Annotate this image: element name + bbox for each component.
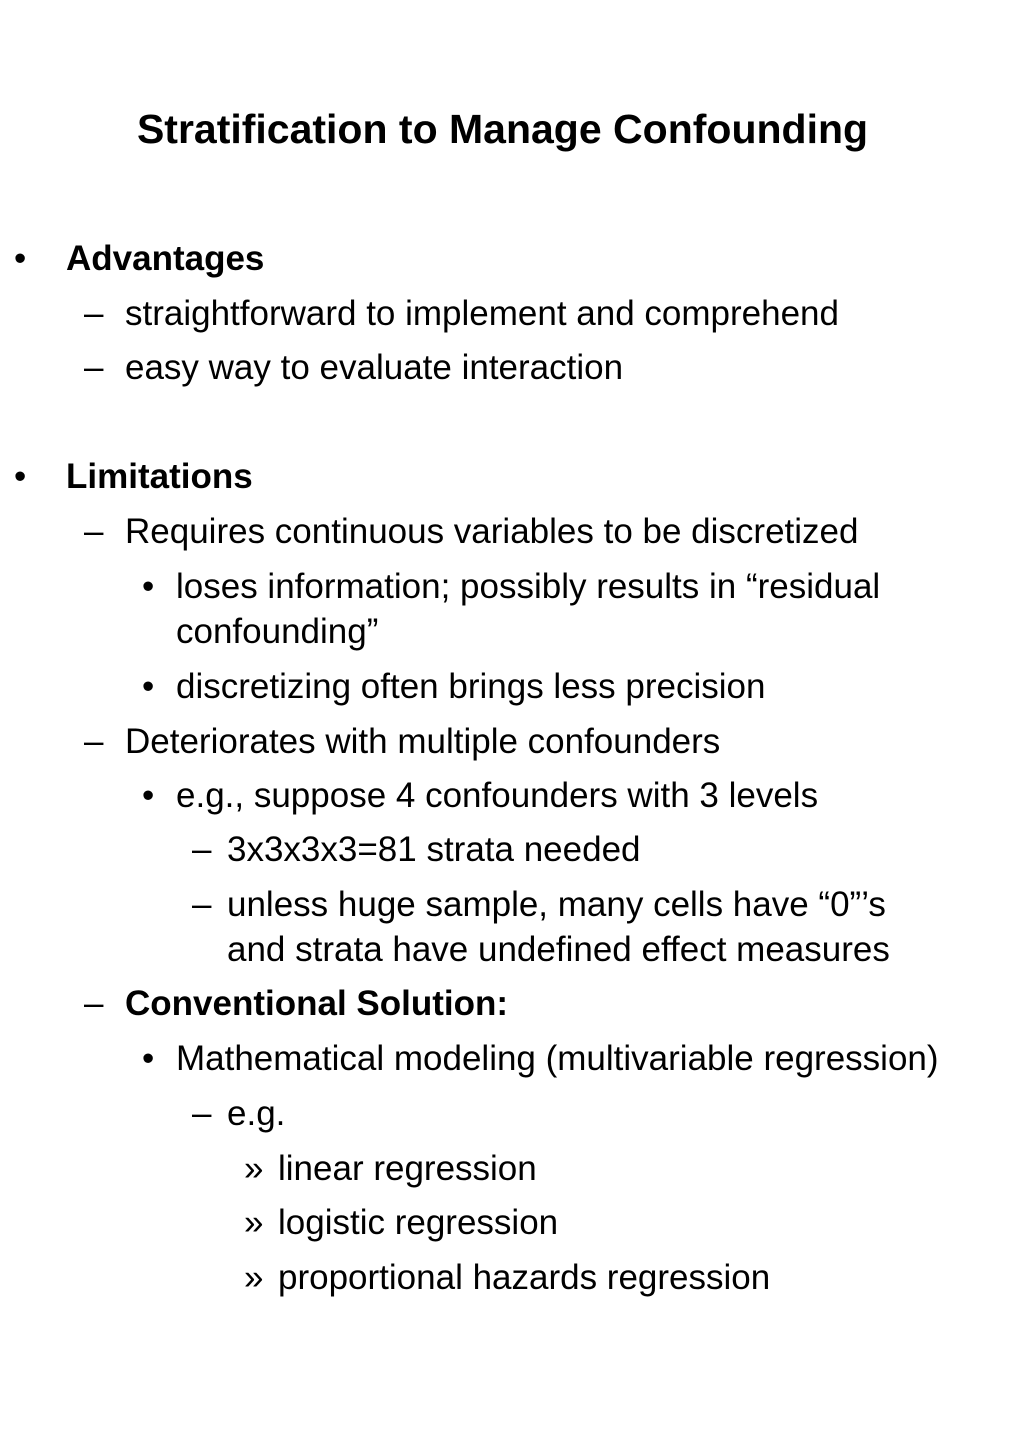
modeling-line: Mathematical modeling (multivariable regression) (176, 1039, 939, 1078)
eg-line: e.g. (227, 1094, 286, 1133)
detail-line: and strata have undefined effect measures (227, 930, 890, 969)
detail-line: unless huge sample, many cells have “0”’s (227, 885, 886, 924)
sub-item-line: discretizing often brings less precision (176, 667, 766, 706)
regression-item: proportional hazards regression (278, 1258, 771, 1297)
sub-item-line: confounding” (176, 612, 379, 651)
dash-marker: – (192, 1094, 212, 1133)
raquo-marker: » (244, 1203, 264, 1242)
dash-marker: – (84, 722, 104, 761)
regression-item: linear regression (278, 1149, 537, 1188)
slide-title: Stratification to Manage Confounding (136, 106, 869, 152)
raquo-marker: » (244, 1149, 264, 1188)
advantages-heading: Advantages (66, 239, 265, 278)
dash-marker: – (192, 885, 212, 924)
advantage-item: easy way to evaluate interaction (125, 348, 624, 387)
limitation-item: Deteriorates with multiple confounders (125, 722, 721, 761)
dash-marker: – (84, 294, 104, 333)
bullet-marker: • (142, 1039, 155, 1078)
dash-marker: – (84, 348, 104, 387)
bullet-marker: • (14, 239, 27, 278)
detail-line: 3x3x3x3=81 strata needed (227, 830, 641, 869)
bullet-marker: • (14, 457, 27, 496)
bullet-marker: • (142, 776, 155, 815)
raquo-marker: » (244, 1258, 264, 1297)
limitation-item: Requires continuous variables to be discretized (125, 512, 859, 551)
bullet-marker: • (142, 567, 155, 606)
solution-heading: Conventional Solution: (125, 984, 509, 1023)
limitations-heading: Limitations (66, 457, 253, 496)
dash-marker: – (192, 830, 212, 869)
regression-item: logistic regression (278, 1203, 559, 1242)
sub-item-line: loses information; possibly results in “residual (176, 567, 881, 606)
advantage-item: straightforward to implement and comprehend (125, 294, 839, 333)
dash-marker: – (84, 984, 104, 1023)
bullet-marker: • (142, 667, 155, 706)
example-line: e.g., suppose 4 confounders with 3 levels (176, 776, 819, 815)
dash-marker: – (84, 512, 104, 551)
